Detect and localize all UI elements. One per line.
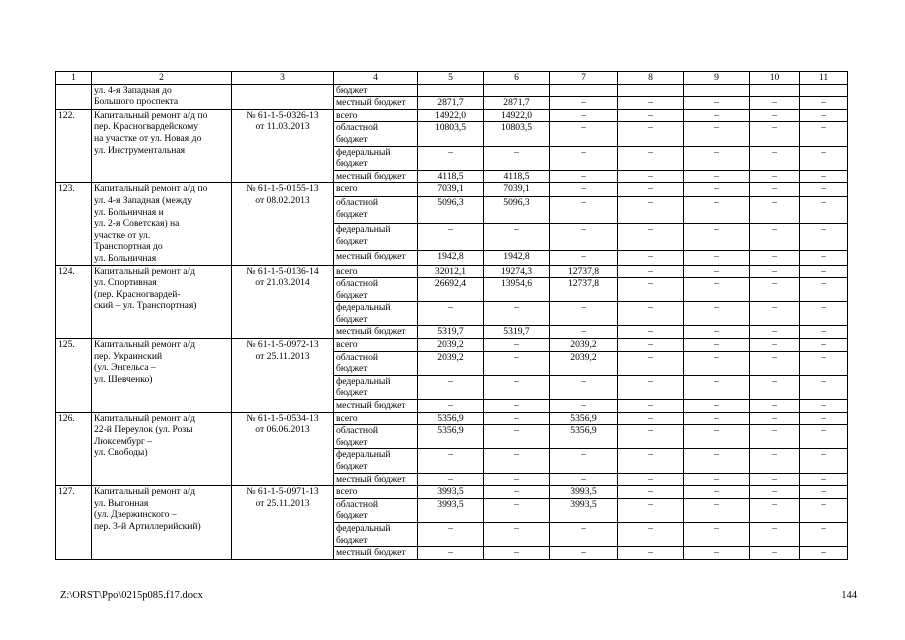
column-number-header: 11 (800, 72, 848, 85)
object-name-cell: Капитальный ремонт а/д по ул. 4-я Западная (между ул. Больничная и ул. 2-я Советская) на участке от ул. Транспортная до ул. Больничная (92, 183, 232, 265)
value-cell: 2871,7 (418, 97, 484, 110)
value-cell: – (750, 425, 800, 449)
value-cell: – (550, 122, 618, 146)
value-cell: – (618, 400, 684, 413)
value-cell: – (684, 146, 750, 170)
value-cell: – (750, 146, 800, 170)
value-cell: – (550, 522, 618, 546)
item-number-cell: 122. (56, 109, 92, 183)
value-cell: – (750, 486, 800, 499)
value-cell: – (800, 197, 848, 224)
value-cell: – (684, 339, 750, 352)
value-cell: – (618, 486, 684, 499)
value-cell (800, 84, 848, 97)
value-cell: – (750, 412, 800, 425)
value-cell: – (550, 109, 618, 122)
value-cell: – (418, 375, 484, 399)
value-cell: – (800, 339, 848, 352)
value-cell: – (800, 522, 848, 546)
document-cell: № 61-1-5-0326-13 от 11.03.2013 (232, 109, 334, 183)
value-cell: – (750, 197, 800, 224)
funding-source-cell: федеральный бюджет (334, 375, 418, 399)
object-name-cell: Капитальный ремонт а/д по пер. Красногвардейскому на участке от ул. Новая до ул. Инструментальная (92, 109, 232, 183)
document-cell: № 61-1-5-0971-13 от 25.11.2013 (232, 486, 334, 560)
value-cell: – (418, 473, 484, 486)
budget-table (55, 71, 848, 560)
document-cell: № 61-1-5-0155-13 от 08.02.2013 (232, 183, 334, 265)
value-cell: – (800, 302, 848, 326)
value-cell: 2871,7 (484, 97, 550, 110)
value-cell: – (550, 400, 618, 413)
value-cell: – (800, 425, 848, 449)
item-number-cell: 126. (56, 412, 92, 486)
value-cell: – (750, 278, 800, 302)
value-cell: – (800, 109, 848, 122)
table-row (56, 339, 848, 352)
funding-source-cell: областной бюджет (334, 278, 418, 302)
value-cell: – (750, 265, 800, 278)
value-cell: – (750, 449, 800, 473)
document-cell: № 61-1-5-0534-13 от 06.06.2013 (232, 412, 334, 486)
table-row (56, 183, 848, 197)
column-number-header: 1 (56, 72, 92, 85)
value-cell: – (800, 375, 848, 399)
value-cell: – (684, 375, 750, 399)
value-cell: – (484, 547, 550, 560)
value-cell: – (750, 224, 800, 251)
value-cell: – (800, 498, 848, 522)
value-cell: – (484, 351, 550, 375)
value-cell: 32012,1 (418, 265, 484, 278)
value-cell: – (800, 146, 848, 170)
value-cell: 1942,8 (484, 251, 550, 265)
funding-source-cell: местный бюджет (334, 326, 418, 339)
value-cell: 13954,6 (484, 278, 550, 302)
value-cell: – (684, 351, 750, 375)
value-cell: – (618, 197, 684, 224)
value-cell: – (800, 351, 848, 375)
value-cell (484, 84, 550, 97)
column-number-header: 7 (550, 72, 618, 85)
table-row (56, 265, 848, 278)
funding-source-cell: всего (334, 339, 418, 352)
value-cell: – (800, 486, 848, 499)
value-cell: – (418, 522, 484, 546)
funding-source-cell: местный бюджет (334, 400, 418, 413)
funding-source-cell: областной бюджет (334, 197, 418, 224)
value-cell: – (618, 97, 684, 110)
value-cell: – (618, 302, 684, 326)
value-cell: – (418, 302, 484, 326)
funding-source-cell: всего (334, 265, 418, 278)
value-cell: – (684, 251, 750, 265)
item-number-cell: 124. (56, 265, 92, 339)
document-cell: № 61-1-5-0136-14 от 21.03.2014 (232, 265, 334, 339)
value-cell: 12737,8 (550, 278, 618, 302)
value-cell: – (684, 412, 750, 425)
value-cell: – (750, 251, 800, 265)
value-cell: – (684, 326, 750, 339)
value-cell: 5356,9 (550, 412, 618, 425)
column-number-header: 5 (418, 72, 484, 85)
object-name-cell: Капитальный ремонт а/д ул. Спортивная (пер. Красногвардей- ский – ул. Транспортная) (92, 265, 232, 339)
value-cell: – (550, 170, 618, 183)
value-cell: – (750, 97, 800, 110)
value-cell: – (684, 302, 750, 326)
value-cell: – (418, 224, 484, 251)
value-cell: – (684, 224, 750, 251)
value-cell: – (750, 183, 800, 197)
value-cell: – (484, 473, 550, 486)
value-cell: – (684, 109, 750, 122)
funding-source-cell: всего (334, 109, 418, 122)
value-cell: 2039,2 (418, 339, 484, 352)
value-cell: – (684, 278, 750, 302)
funding-source-cell: федеральный бюджет (334, 522, 418, 546)
value-cell: – (800, 326, 848, 339)
value-cell: – (618, 265, 684, 278)
value-cell: 5356,9 (418, 425, 484, 449)
value-cell: – (550, 224, 618, 251)
value-cell: – (618, 251, 684, 265)
value-cell: – (800, 547, 848, 560)
value-cell: – (800, 449, 848, 473)
value-cell: – (750, 522, 800, 546)
object-name-cell: Капитальный ремонт а/д ул. Выгонная (ул. Дзержинского – пер. 3-й Артиллерийский) (92, 486, 232, 560)
value-cell: – (750, 326, 800, 339)
column-number-header: 9 (684, 72, 750, 85)
page-number: 144 (841, 590, 857, 601)
funding-source-cell: федеральный бюджет (334, 146, 418, 170)
value-cell: – (618, 473, 684, 486)
value-cell: – (484, 425, 550, 449)
funding-source-cell: всего (334, 412, 418, 425)
object-name-cell: Капитальный ремонт а/д пер. Украинский (ул. Энгельса – ул. Шевченко) (92, 339, 232, 413)
table-row (56, 486, 848, 499)
value-cell (684, 84, 750, 97)
funding-source-cell: областной бюджет (334, 425, 418, 449)
value-cell: – (618, 449, 684, 473)
column-number-header: 6 (484, 72, 550, 85)
value-cell: – (618, 183, 684, 197)
value-cell: – (684, 473, 750, 486)
value-cell: – (800, 183, 848, 197)
document-cell (232, 84, 334, 109)
value-cell: 5096,3 (484, 197, 550, 224)
value-cell: – (618, 498, 684, 522)
item-number-cell (56, 84, 92, 109)
value-cell: – (550, 251, 618, 265)
value-cell: 10803,5 (484, 122, 550, 146)
value-cell: – (618, 339, 684, 352)
value-cell (750, 84, 800, 97)
funding-source-cell: местный бюджет (334, 97, 418, 110)
value-cell: 5356,9 (418, 412, 484, 425)
table-row (56, 412, 848, 425)
value-cell: – (684, 122, 750, 146)
column-number-header: 8 (618, 72, 684, 85)
value-cell: – (684, 449, 750, 473)
value-cell: – (750, 122, 800, 146)
funding-source-cell: местный бюджет (334, 170, 418, 183)
value-cell: – (550, 302, 618, 326)
value-cell: – (800, 412, 848, 425)
value-cell: – (684, 97, 750, 110)
value-cell: 1942,8 (418, 251, 484, 265)
value-cell: – (684, 547, 750, 560)
value-cell: – (684, 498, 750, 522)
value-cell: – (618, 122, 684, 146)
document-cell: № 61-1-5-0972-13 от 25.11.2013 (232, 339, 334, 413)
value-cell: – (550, 197, 618, 224)
value-cell: – (550, 326, 618, 339)
value-cell: – (484, 375, 550, 399)
value-cell: – (750, 498, 800, 522)
funding-source-cell: местный бюджет (334, 473, 418, 486)
value-cell: – (750, 375, 800, 399)
value-cell: 3993,5 (418, 498, 484, 522)
value-cell: – (418, 449, 484, 473)
value-cell: – (684, 522, 750, 546)
value-cell: – (800, 122, 848, 146)
value-cell: – (550, 183, 618, 197)
value-cell: 3993,5 (418, 486, 484, 499)
funding-source-cell: местный бюджет (334, 547, 418, 560)
funding-source-cell: федеральный бюджет (334, 224, 418, 251)
funding-source-cell: областной бюджет (334, 498, 418, 522)
value-cell: – (484, 339, 550, 352)
value-cell: – (800, 170, 848, 183)
value-cell: – (484, 400, 550, 413)
value-cell: – (484, 302, 550, 326)
value-cell: 3993,5 (550, 486, 618, 499)
value-cell: 5096,3 (418, 197, 484, 224)
value-cell: – (618, 170, 684, 183)
funding-source-cell: бюджет (334, 84, 418, 97)
value-cell: – (484, 522, 550, 546)
value-cell: 5356,9 (550, 425, 618, 449)
value-cell (618, 84, 684, 97)
table-row (56, 84, 848, 97)
column-number-header: 4 (334, 72, 418, 85)
value-cell: – (800, 400, 848, 413)
value-cell: – (550, 146, 618, 170)
object-name-cell: ул. 4-я Западная до Большого проспекта (92, 84, 232, 109)
funding-source-cell: федеральный бюджет (334, 449, 418, 473)
value-cell: 2039,2 (418, 351, 484, 375)
value-cell: – (550, 473, 618, 486)
column-number-header: 2 (92, 72, 232, 85)
funding-source-cell: федеральный бюджет (334, 302, 418, 326)
funding-source-cell: областной бюджет (334, 351, 418, 375)
value-cell: – (484, 486, 550, 499)
value-cell: – (484, 224, 550, 251)
value-cell: 4118,5 (418, 170, 484, 183)
value-cell: – (684, 425, 750, 449)
value-cell: 5319,7 (484, 326, 550, 339)
value-cell: – (418, 547, 484, 560)
value-cell: – (550, 449, 618, 473)
value-cell: – (618, 425, 684, 449)
value-cell: – (618, 375, 684, 399)
item-number-cell: 123. (56, 183, 92, 265)
value-cell: – (618, 351, 684, 375)
value-cell: – (750, 339, 800, 352)
value-cell: 26692,4 (418, 278, 484, 302)
value-cell (550, 84, 618, 97)
value-cell: – (618, 412, 684, 425)
value-cell (418, 84, 484, 97)
value-cell: 2039,2 (550, 339, 618, 352)
value-cell: – (800, 97, 848, 110)
value-cell: 5319,7 (418, 326, 484, 339)
value-cell: – (750, 302, 800, 326)
value-cell: – (484, 146, 550, 170)
funding-source-cell: всего (334, 183, 418, 197)
value-cell: – (750, 109, 800, 122)
value-cell: – (684, 170, 750, 183)
funding-source-cell: областной бюджет (334, 122, 418, 146)
value-cell: – (800, 278, 848, 302)
value-cell: – (800, 265, 848, 278)
value-cell: – (618, 326, 684, 339)
value-cell: – (750, 473, 800, 486)
funding-source-cell: местный бюджет (334, 251, 418, 265)
value-cell: 4118,5 (484, 170, 550, 183)
value-cell: – (618, 224, 684, 251)
object-name-cell: Капитальный ремонт а/д 22-й Переулок (ул. Розы Люксембург – ул. Свободы) (92, 412, 232, 486)
item-number-cell: 127. (56, 486, 92, 560)
value-cell: 2039,2 (550, 351, 618, 375)
value-cell: – (750, 170, 800, 183)
header-row (56, 72, 848, 85)
value-cell: – (684, 265, 750, 278)
column-number-header: 10 (750, 72, 800, 85)
value-cell: – (618, 146, 684, 170)
value-cell: – (750, 351, 800, 375)
funding-source-cell: всего (334, 486, 418, 499)
column-number-header: 3 (232, 72, 334, 85)
value-cell: – (550, 547, 618, 560)
value-cell: – (618, 522, 684, 546)
value-cell: – (618, 547, 684, 560)
value-cell: – (484, 412, 550, 425)
value-cell: 3993,5 (550, 498, 618, 522)
value-cell: – (550, 375, 618, 399)
value-cell: 14922,0 (418, 109, 484, 122)
value-cell: – (418, 400, 484, 413)
value-cell: – (800, 251, 848, 265)
value-cell: – (684, 183, 750, 197)
table-body (56, 72, 848, 560)
value-cell: 7039,1 (484, 183, 550, 197)
value-cell: – (800, 224, 848, 251)
value-cell: 14922,0 (484, 109, 550, 122)
value-cell: 10803,5 (418, 122, 484, 146)
value-cell: – (418, 146, 484, 170)
value-cell: – (800, 473, 848, 486)
value-cell: – (618, 278, 684, 302)
value-cell: – (484, 498, 550, 522)
value-cell: – (484, 449, 550, 473)
value-cell: – (618, 109, 684, 122)
value-cell: – (750, 400, 800, 413)
value-cell: – (750, 547, 800, 560)
value-cell: 12737,8 (550, 265, 618, 278)
value-cell: – (684, 197, 750, 224)
value-cell: 7039,1 (418, 183, 484, 197)
item-number-cell: 125. (56, 339, 92, 413)
table-row (56, 109, 848, 122)
footer-file-path: Z:\ORST\Ppo\0215p085.f17.docx (60, 590, 203, 601)
value-cell: – (684, 400, 750, 413)
value-cell: 19274,3 (484, 265, 550, 278)
value-cell: – (684, 486, 750, 499)
value-cell: – (550, 97, 618, 110)
